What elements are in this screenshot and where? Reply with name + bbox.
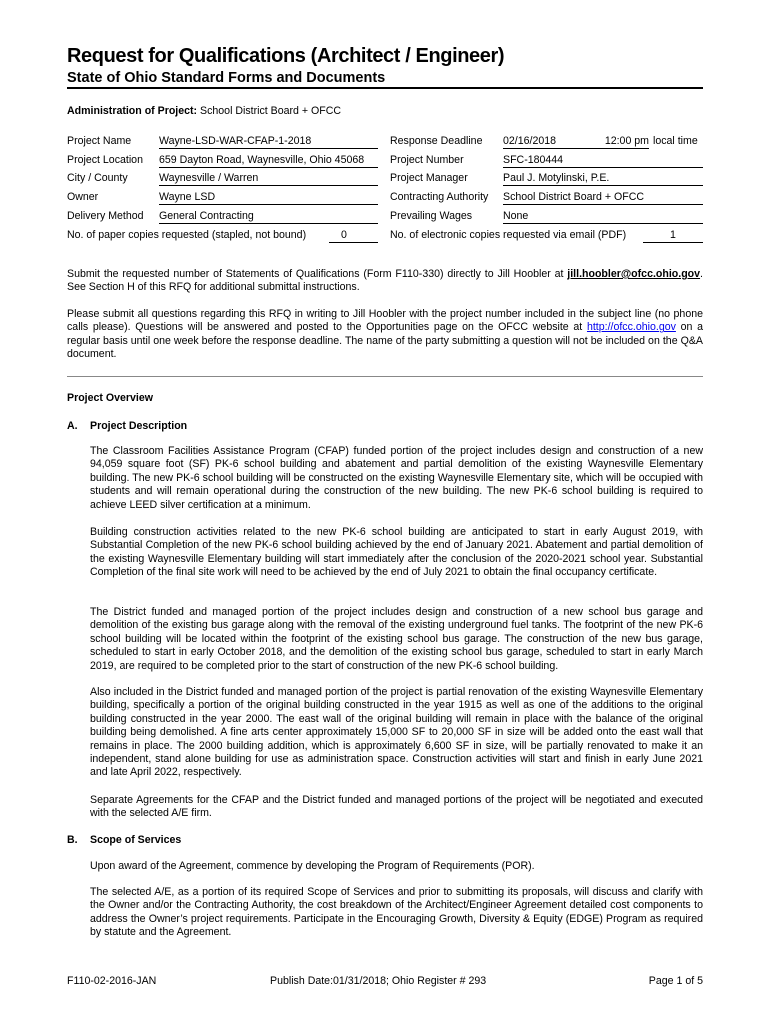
description-paragraph-5: Separate Agreements for the CFAP and the District funded and managed portions of the project will be negotiated and executed with the selected A/E firm. bbox=[90, 794, 703, 820]
field-delivery-method bbox=[67, 210, 379, 224]
project-location-value[interactable]: 659 Dayton Road, Waynesville, Ohio 45068 bbox=[159, 154, 378, 168]
electronic-copies-value[interactable] bbox=[643, 229, 703, 243]
electronic-copies-label: No. of electronic copies requested via email (PDF) bbox=[390, 229, 627, 241]
description-paragraph-3: The District funded and managed portion of the project includes design and construction of a new school bus garage and demolition of the existing bus garage along with the removal of the existing underground fuel tanks. The footprint of the new PK-6 school building will be located within the footprint of the existing school bus garage. The construction of the new bus garage, scheduled to start in early October 2018, and the demolition of the existing school bus garage, scheduled to start in early March 2019, are required to be completed prior to the start of construction of the new PK-6 school building. bbox=[90, 606, 703, 672]
project-name-label: Project Name bbox=[67, 135, 132, 147]
project-manager-label: Project Manager bbox=[390, 172, 468, 184]
field-owner bbox=[67, 191, 379, 205]
paper-copies-label: No. of paper copies requested (stapled, not bound) bbox=[67, 229, 307, 241]
response-deadline-date[interactable]: 02/16/2018 bbox=[503, 135, 589, 149]
scope-paragraph-2: The selected A/E, as a portion of its required Scope of Services and prior to submitting its proposals, will discuss and clarify with the Owner and/or the Contracting Authority, the cost breakdown of the Architect/Engineer Agreement detailed cost components to address the Owner’s project requirements. Participate in the Encouraging Growth, Diversity & Equity (EDGE) Program as required by statute and the Agreement. bbox=[90, 886, 703, 939]
description-paragraph-2: Building construction activities related to the new PK-6 school building are anticipated to start in early August 2019, with Substantial Completion of the new PK-6 school building achieved by the end of January 2021. Abatement and partial demolition of the existing Waynesville Elementary building will start immediately after the conclusion of the 2020-2021 school year. Substantial Completion of the final site work will need to be achieved by the end of July 2021 to obtain the final occupancy certificate. bbox=[90, 526, 703, 579]
section-divider bbox=[67, 376, 703, 377]
paper-copies-number: 0 bbox=[341, 229, 347, 241]
field-project-manager bbox=[390, 172, 703, 186]
project-overview-heading: Project Overview bbox=[67, 392, 153, 404]
page-title: Request for Qualifications (Architect / Engineer) bbox=[67, 45, 505, 67]
email-link[interactable]: jill.hoobler@ofcc.ohio.gov bbox=[567, 268, 701, 280]
administration-line bbox=[67, 105, 341, 117]
document-page bbox=[67, 0, 703, 1024]
page-subtitle: State of Ohio Standard Forms and Documents bbox=[67, 70, 386, 86]
section-a-number: A. bbox=[67, 420, 78, 432]
field-project-name bbox=[67, 135, 379, 149]
field-electronic-copies bbox=[390, 229, 703, 243]
section-a-title: Project Description bbox=[90, 420, 188, 432]
owner-label: Owner bbox=[67, 191, 99, 203]
field-response-deadline bbox=[390, 135, 703, 149]
questions-text-2: on a regular basis until one week before the response deadline. The name of the party submitting a question will not be included on the Q&A document. bbox=[67, 321, 703, 361]
project-location-label: Project Location bbox=[67, 154, 143, 166]
electronic-copies-number: 1 bbox=[670, 229, 676, 241]
city-county-label: City / County bbox=[67, 172, 128, 184]
owner-value[interactable]: Wayne LSD bbox=[159, 191, 378, 205]
local-time-label: local time bbox=[653, 135, 698, 147]
field-city-county bbox=[67, 172, 379, 186]
section-b-title: Scope of Services bbox=[90, 834, 182, 846]
project-name-value[interactable]: Wayne-LSD-WAR-CFAP-1-2018 bbox=[159, 135, 378, 149]
paper-copies-value[interactable] bbox=[329, 229, 378, 243]
questions-text-1: Please submit all questions regarding this RFQ in writing to Jill Hoobler with the project number included in the subject line (no phone calls please). Questions will be answered and posted to the Opportunities page on the OFCC website at bbox=[67, 308, 703, 334]
contracting-authority-label: Contracting Authority bbox=[390, 191, 489, 203]
footer-publish-date: Publish Date:01/31/2018; Ohio Register # 293 bbox=[270, 975, 487, 987]
section-b-number: B. bbox=[67, 834, 78, 846]
title-divider bbox=[67, 87, 703, 89]
footer-form-id: F110-02-2016-JAN bbox=[67, 975, 157, 987]
description-paragraph-1: The Classroom Facilities Assistance Program (CFAP) funded portion of the project includes design and construction of a new 94,059 square foot (SF) PK-6 school building and abatement and partial demolition of the existing Waynesville Elementary building. The new PK-6 school building will be constructed on the existing Waynesville Elementary site, which will be occupied with students and will remain operational during the construction of the new building. The new PK-6 school building is required to achieve LEED silver certification at a minimum. bbox=[90, 445, 703, 511]
prevailing-wages-value[interactable]: None bbox=[503, 210, 703, 224]
delivery-method-label: Delivery Method bbox=[67, 210, 144, 222]
response-deadline-label: Response Deadline bbox=[390, 135, 483, 147]
field-project-location bbox=[67, 154, 379, 168]
project-number-label: Project Number bbox=[390, 154, 464, 166]
description-paragraph-4: Also included in the District funded and managed portion of the project is partial renovation of the existing Waynesville Elementary building, specifically a portion of the original building constructed in the year 1915 as well as one of the additions to the original building constructed in the year 2000. The east wall of the original building will remain in place with the balance of the original building being demolished. A fine arts center approximately 15,000 SF to 20,000 SF in size will be added onto the east wall that remains in place. The 2000 building addition, which is approximately 6,600 SF in size, will be partially renovated to make it an independent, stand alone building for use as administration space. Construction activities will start and finish in early June 2021 and late April 2022, respectively. bbox=[90, 686, 703, 779]
questions-instructions bbox=[67, 308, 703, 362]
delivery-method-value[interactable]: General Contracting bbox=[159, 210, 378, 224]
response-deadline-time[interactable]: 12:00 pm bbox=[589, 135, 649, 149]
field-contracting-authority bbox=[390, 191, 703, 205]
prevailing-wages-label: Prevailing Wages bbox=[390, 210, 473, 222]
scope-paragraph-1: Upon award of the Agreement, commence by developing the Program of Requirements (POR). bbox=[90, 860, 535, 872]
contracting-authority-value[interactable]: School District Board + OFCC bbox=[503, 191, 703, 205]
project-number-value[interactable]: SFC-180444 bbox=[503, 154, 703, 168]
submit-text-2: . See Section H of this RFQ for additional submittal instructions. bbox=[67, 268, 703, 294]
field-project-number bbox=[390, 154, 703, 168]
administration-label: Administration of Project: bbox=[67, 105, 198, 117]
administration-value: School District Board + OFCC bbox=[200, 105, 342, 117]
project-manager-value[interactable]: Paul J. Motylinski, P.E. bbox=[503, 172, 703, 186]
submit-instructions bbox=[67, 268, 703, 295]
field-paper-copies bbox=[67, 229, 379, 243]
field-prevailing-wages bbox=[390, 210, 703, 224]
footer-page-number: Page 1 of 5 bbox=[648, 975, 703, 987]
submit-text-1: Submit the requested number of Statements of Qualifications (Form F110-330) directly to Jill Hoobler at bbox=[67, 268, 564, 280]
ofcc-website-link[interactable]: http://ofcc.ohio.gov bbox=[586, 321, 676, 334]
city-county-value[interactable]: Waynesville / Warren bbox=[159, 172, 378, 186]
